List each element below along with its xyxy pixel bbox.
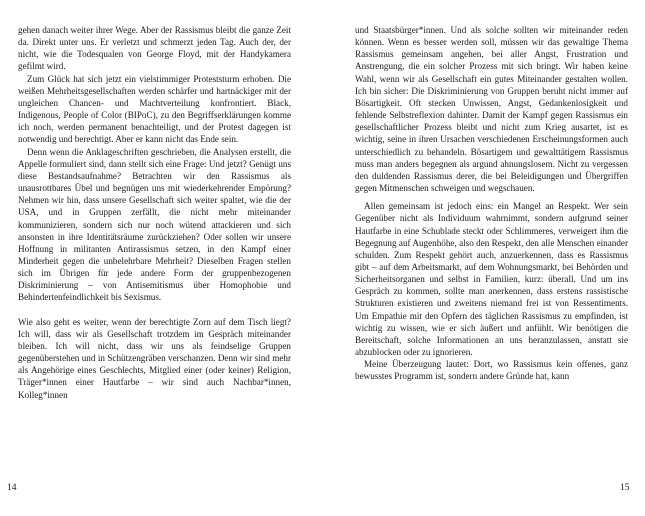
- left-paragraph-1: gehen danach weiter ihrer Wege. Aber der Rassismus bleibt die ganze Zeit da. Direkt unter uns. Er verletzt und schmerzt jeden Tag. Auch der, der nicht, wie die Todesqualen von George Floyd, mit der Handykamera gefilmt wird.: [18, 25, 291, 72]
- left-paragraph-3: Denn wenn die Anklageschriften geschrieben, die Analysen erstellt, die Appelle formuliert sind, dann stellt sich eine Frage: Und jetzt? Genügt uns diese Bestandsaufnahme? Betrachten wir den Rassismus als unausrottbares Übel und begnügen uns mit wiederkehrender Empörung? Nehmen wir hin, dass unsere Gesellschaft sich weiter spaltet, wie die der USA, und in Gruppen zerfällt, die nicht mehr miteinander kommunizieren, sondern sich nur noch wütend attackieren und sich ansonsten in ihre Identitätsräume zurückziehen? Oder sollen wir unsere Hoffnung in militanten Antirassismus setzen, in den Kampf einer Minderheit gegen die unbelehrbare Mehrheit? Dieselben Fragen stellen sich im Übrigen für jede andere Form der gruppenbezogenen Diskriminierung – von Antisemitismus über Homophobie und Behindertenfeindlichkeit bis Sexismus.: [18, 146, 291, 303]
- left-page: [18, 24, 291, 401]
- right-paragraph-1: und Staatsbürger*innen. Und als solche sollten wir miteinander reden können. Wenn es besser werden soll, müssen wir das gewaltige Thema Rassismus gemeinsam angehen, bei aller Angst, Frustration und Anstrengung, die ein solcher Prozess mit sich bringt. Wir haben keine Wahl, wenn wir als Gesellschaft ein gutes Miteinander gestalten wollen. Ich bin sicher: Die Diskriminierung von Gruppen beruht nicht immer auf Bösartigkeit. Oft stecken Unwissen, Angst, Gedankenlosigkeit und fehlende Selbstreflexion dahinter. Damit der Kampf gegen Rassismus ein gesellschaftlicher Prozess bleibt und nicht zum Krieg ausartet, ist es wichtig, seine in ihren Ursachen verschiedenen Erscheinungsformen auch unterschiedlich zu behandeln. Bösartigem und gewalttätigem Rassismus muss man anders begegnen als argund ahnungslosem. Nicht zu vergessen den duldenden Rassismus derer, die bei Beleidigungen und Übergriffen gegen Mitmenschen schweigen und wegschauen.: [355, 25, 628, 194]
- left-paragraph-2: Zum Glück hat sich jetzt ein vielstimmiger Proteststurm erhoben. Die weißen Mehrheitsgesellschaften werden schärfer und hartnäckiger mit der ungleichen Chancen- und Machtverteilung konfrontiert. Black, Indigenous, People of Color (BIPoC), zu den Begriffserklärungen komme ich noch, werden permanent benachteiligt, und der Protest dagegen ist notwendig und berechtigt. Aber er kann nicht das Ende sein.: [18, 73, 291, 145]
- page-number-right: 15: [620, 483, 630, 493]
- right-page: [355, 24, 628, 383]
- right-paragraph-3: Meine Überzeugung lautet: Dort, wo Rassismus kein offenes, ganz bewusstes Programm ist, sondern andere Gründe hat, kann: [355, 359, 628, 382]
- page-number-left: 14: [7, 483, 17, 493]
- left-paragraph-4: Wie also geht es weiter, wenn der berechtigte Zorn auf dem Tisch liegt? Ich will, dass wir als Gesellschaft trotzdem im Gespräch miteinander bleiben. Ich will nicht, dass wir uns als feindselige Gruppen gegenüberstehen und in Schützengräben verschanzen. Denn wir sind mehr als Angehörige eines Geschlechts, Mitglied einer (oder keiner) Religion, Träger*innen einer Hautfarbe – wir sind auch Nachbar*innen, Kolleg*innen: [18, 316, 291, 400]
- right-paragraph-2: Allen gemeinsam ist jedoch eins: ein Mangel an Respekt. Wer sein Gegenüber nicht als Individuum wahrnimmt, sondern aufgrund seiner Hautfarbe in eine Schublade steckt oder Schlimmeres, verweigert ihm die Begegnung auf Augenhöhe, also den Respekt, den alle Menschen einander schulden. Zum Respekt gehört auch, anzuerkennen, dass es Rassismus gibt – auf dem Arbeitsmarkt, auf dem Wohnungsmarkt, bei Behörden und Sicherheitsorganen und selbst in Familien, kurz: überall. Und um ins Gespräch zu kommen, sollte man anerkennen, dass erstens rassistische Strukturen existieren und zweitens niemand frei ist von Ressentiments. Um Empathie mit den Opfern des täglichen Rassismus zu empfinden, ist wichtig zu wissen, wie er sich äußert und anfühlt. Wir benötigen die Bereitschaft, solche Informationen an uns heranzulassen, anstatt sie abzublocken oder zu ignorieren.: [355, 201, 628, 358]
